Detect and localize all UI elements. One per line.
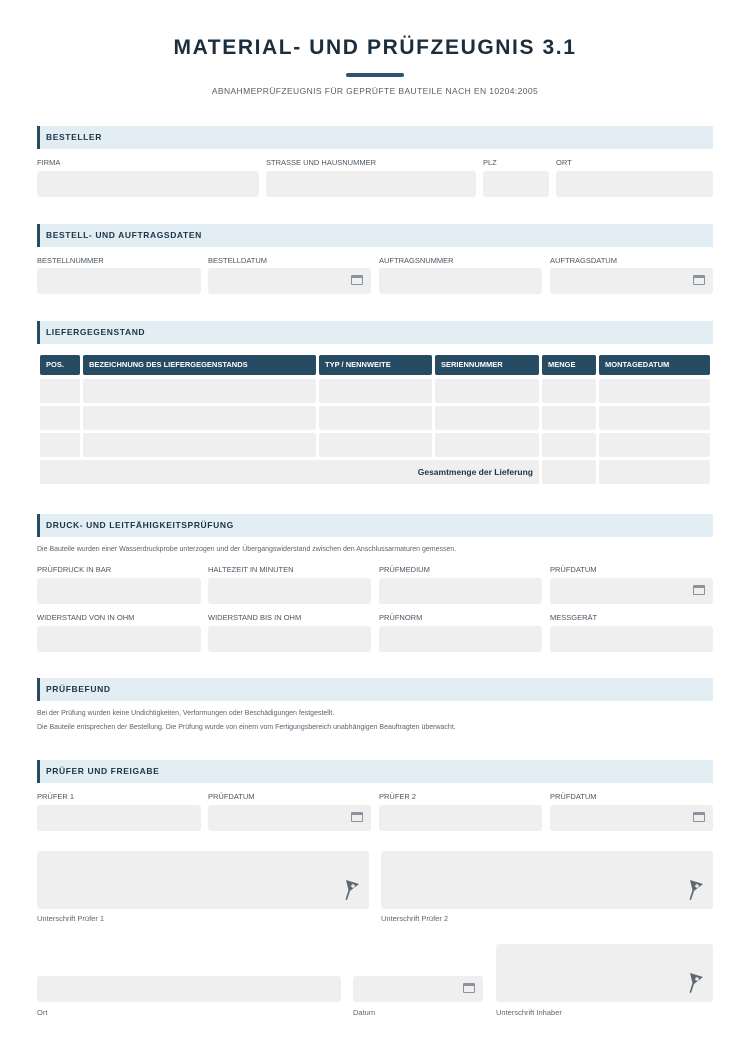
pen-nib-icon — [344, 879, 360, 901]
table-cell[interactable] — [83, 406, 316, 430]
table-cell[interactable] — [40, 379, 80, 403]
section-druckpruefung-heading: DRUCK- UND LEITFÄHIGKEITSPRÜFUNG — [37, 514, 713, 537]
title-underline — [346, 73, 404, 77]
auftragsnummer-input[interactable] — [379, 268, 542, 294]
label-messgeraet: MESSGERÄT — [550, 613, 598, 622]
label-bestellnummer: BESTELLNUMMER — [37, 256, 104, 265]
label-pruefnorm: PRÜFNORM — [379, 613, 423, 622]
ort-input[interactable] — [556, 171, 713, 197]
total-label: Gesamtmenge der Lieferung — [40, 460, 539, 484]
table-cell[interactable] — [599, 406, 710, 430]
calendar-icon[interactable] — [463, 983, 475, 993]
pen-nib-icon — [688, 879, 704, 901]
page-title: MATERIAL- UND PRÜFZEUGNIS 3.1 — [173, 36, 577, 59]
calendar-icon[interactable] — [351, 275, 363, 285]
label-firma: FIRMA — [37, 158, 61, 167]
label-pruefer-2: PRÜFER 2 — [379, 792, 417, 801]
calendar-icon[interactable] — [693, 585, 705, 595]
datum-signature-input[interactable] — [353, 976, 483, 1002]
pruefmedium-input[interactable] — [379, 578, 542, 604]
pruefer-2-input[interactable] — [379, 805, 542, 831]
table-cell[interactable] — [319, 406, 432, 430]
label-pruefdatum-1: PRÜFDATUM — [208, 792, 255, 801]
page-subtitle: ABNAHMEPRÜFZEUGNIS FÜR GEPRÜFTE BAUTEILE NACH EN 10204:2005 — [211, 86, 539, 96]
label-widerstand-bis: WIDERSTAND BIS IN OHM — [208, 613, 302, 622]
table-cell[interactable] — [40, 433, 80, 457]
label-pruefmedium: PRÜFMEDIUM — [379, 565, 430, 574]
ort-signature-input[interactable] — [37, 976, 341, 1002]
column-header-montagedatum: MONTAGEDATUM — [599, 355, 710, 375]
table-cell[interactable] — [542, 406, 596, 430]
plz-input[interactable] — [483, 171, 549, 197]
label-pruefdruck: PRÜFDRUCK IN BAR — [37, 565, 112, 574]
datum-caption: Datum — [353, 1008, 376, 1017]
signature-inhaber-field[interactable] — [496, 944, 713, 1002]
pruefdatum-2-input[interactable] — [550, 805, 713, 831]
calendar-icon[interactable] — [693, 275, 705, 285]
pruefbefund-line-1: Bei der Prüfung wurden keine Undichtigkeiten, Verformungen oder Beschädigungen festgestellt. — [37, 710, 335, 717]
label-pruefdatum-2: PRÜFDATUM — [550, 792, 597, 801]
label-haltezeit: HALTEZEIT IN MINUTEN — [208, 565, 294, 574]
table-cell[interactable] — [435, 406, 539, 430]
pruefdatum-input[interactable] — [550, 578, 713, 604]
bestelldatum-input[interactable] — [208, 268, 371, 294]
strasse-input[interactable] — [266, 171, 476, 197]
table-cell[interactable] — [542, 433, 596, 457]
pruefdatum-1-input[interactable] — [208, 805, 371, 831]
label-bestelldatum: BESTELLDATUM — [208, 256, 268, 265]
table-cell[interactable] — [83, 433, 316, 457]
calendar-icon[interactable] — [351, 812, 363, 822]
widerstand-von-input[interactable] — [37, 626, 201, 652]
label-widerstand-von: WIDERSTAND VON IN OHM — [37, 613, 135, 622]
label-auftragsdatum: AUFTRAGSDATUM — [550, 256, 617, 265]
column-header-menge: MENGE — [542, 355, 596, 375]
section-pruefbefund-heading: PRÜFBEFUND — [37, 678, 713, 701]
pruefbefund-line-2: Die Bauteile entsprechen der Bestellung. Die Prüfung wurde von einem vom Fertigungsbereich unabhängigen Beauftragten überwacht. — [37, 724, 456, 731]
table-cell[interactable] — [599, 433, 710, 457]
table-cell[interactable] — [40, 406, 80, 430]
widerstand-bis-input[interactable] — [208, 626, 371, 652]
section-bestelldaten-heading: BESTELL- UND AUFTRAGSDATEN — [37, 224, 713, 247]
table-cell[interactable] — [319, 379, 432, 403]
table-cell[interactable] — [83, 379, 316, 403]
signature-inhaber-caption: Unterschrift Inhaber — [496, 1008, 562, 1017]
pen-nib-icon — [688, 972, 704, 994]
table-cell[interactable] — [435, 433, 539, 457]
table-cell[interactable] — [435, 379, 539, 403]
signature-pruefer-1-field[interactable] — [37, 851, 369, 909]
column-header-pos: POS. — [40, 355, 80, 375]
signature-pruefer-2-caption: Unterschrift Prüfer 2 — [381, 914, 449, 923]
table-cell[interactable] — [319, 433, 432, 457]
column-header-seriennummer: SERIENNUMMER — [435, 355, 539, 375]
auftragsdatum-input[interactable] — [550, 268, 713, 294]
label-pruefer-1: PRÜFER 1 — [37, 792, 75, 801]
table-cell[interactable] — [599, 379, 710, 403]
label-plz: PLZ — [483, 158, 497, 167]
signature-pruefer-1-caption: Unterschrift Prüfer 1 — [37, 914, 105, 923]
section-liefergegenstand-heading: LIEFERGEGENSTAND — [37, 321, 713, 344]
label-pruefdatum: PRÜFDATUM — [550, 565, 597, 574]
signature-pruefer-2-field[interactable] — [381, 851, 713, 909]
firma-input[interactable] — [37, 171, 259, 197]
pruefnorm-input[interactable] — [379, 626, 542, 652]
total-menge-input[interactable] — [542, 460, 596, 484]
column-header-typ: TYP / NENNWEITE — [319, 355, 432, 375]
column-header-bezeichnung: BEZEICHNUNG DES LIEFERGEGENSTANDS — [83, 355, 316, 375]
section-freigabe-heading: PRÜFER UND FREIGABE — [37, 760, 713, 783]
haltezeit-input[interactable] — [208, 578, 371, 604]
total-extra-cell[interactable] — [599, 460, 710, 484]
pruefer-1-input[interactable] — [37, 805, 201, 831]
pruefdruck-input[interactable] — [37, 578, 201, 604]
ort-caption: Ort — [37, 1008, 48, 1017]
calendar-icon[interactable] — [693, 812, 705, 822]
section-besteller-heading: BESTELLER — [37, 126, 713, 149]
messgeraet-input[interactable] — [550, 626, 713, 652]
druckpruefung-note: Die Bauteile wurden einer Wasserdruckprobe unterzogen und der Übergangswiderstand zwischen den Anschlussarmaturen gemessen. — [37, 546, 457, 553]
label-ort: ORT — [556, 158, 572, 167]
bestellnummer-input[interactable] — [37, 268, 201, 294]
table-cell[interactable] — [542, 379, 596, 403]
label-strasse: STRASSE UND HAUSNUMMER — [266, 158, 377, 167]
label-auftragsnummer: AUFTRAGSNUMMER — [379, 256, 454, 265]
